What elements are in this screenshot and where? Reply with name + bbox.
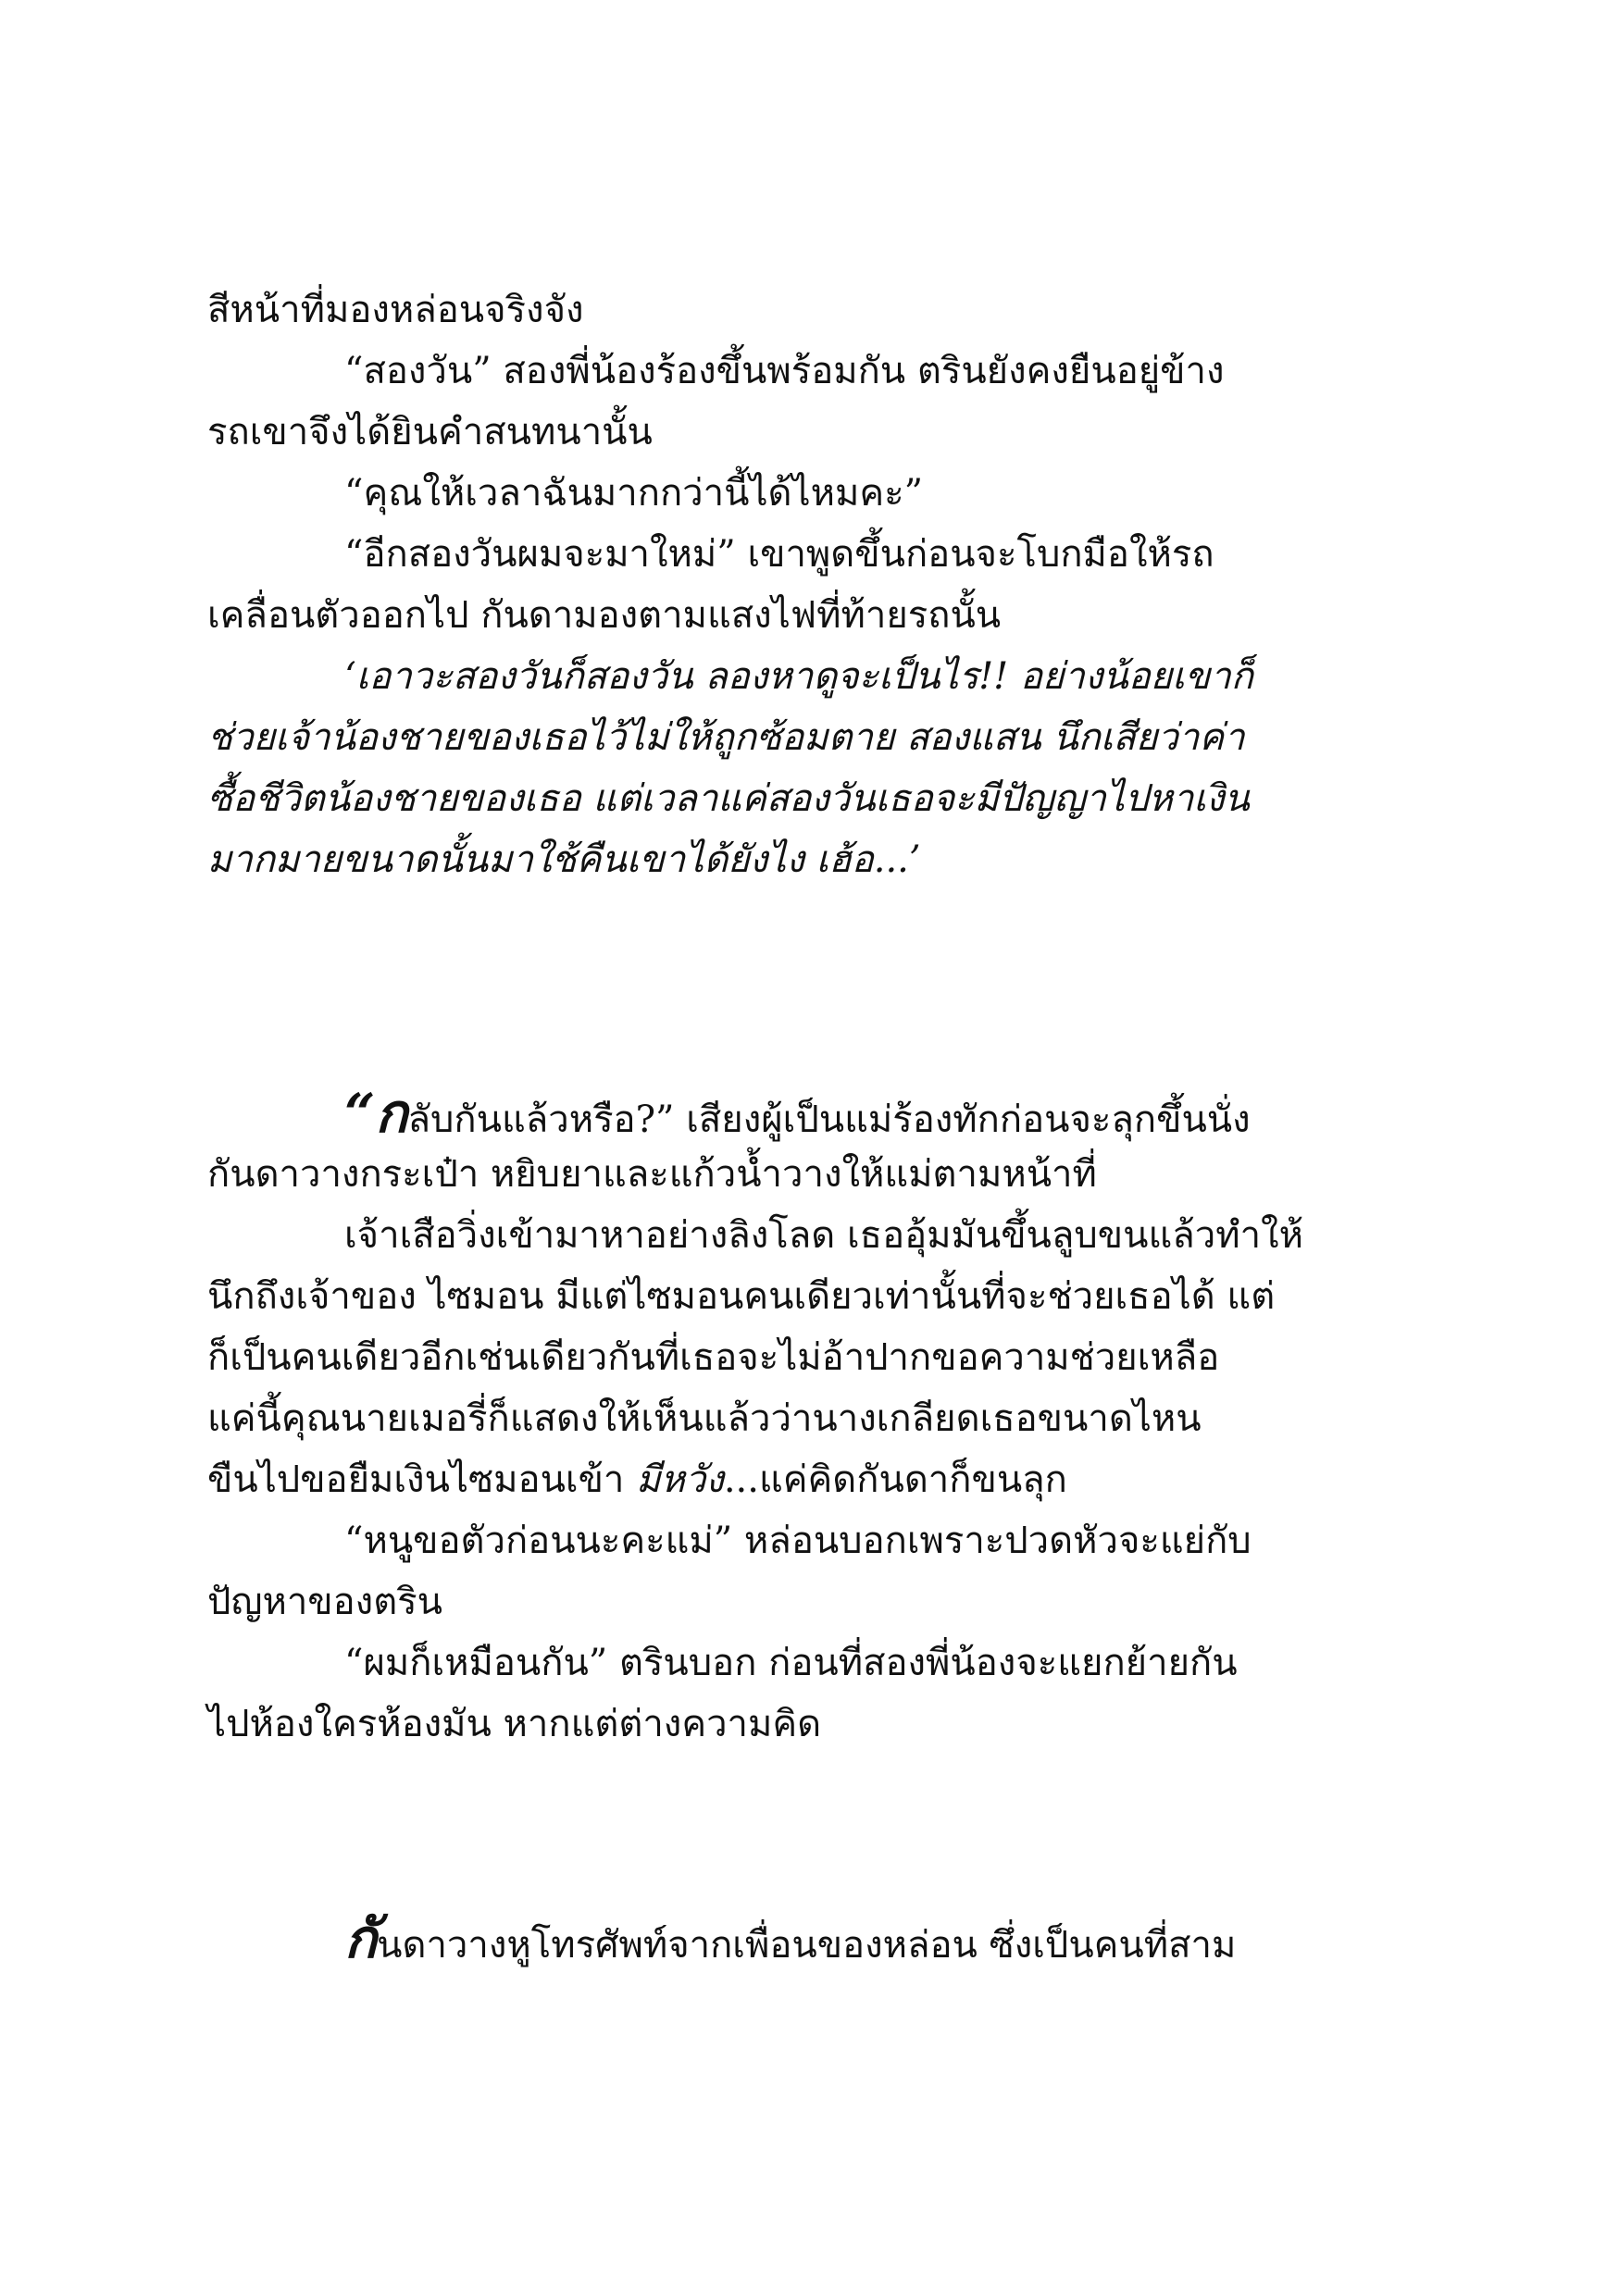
paragraph-first-line bbox=[207, 1083, 1337, 1144]
first-line-text: นดาวางหูโทรศัพท์จากเพื่อนของหล่อน ซึ่งเป็นคนที่สาม bbox=[377, 1924, 1237, 1967]
italic-phrase: มีหวัง bbox=[636, 1458, 724, 1501]
paragraph-line: แค่นี้คุณนายเมอรี่ก็แสดงให้เห็นแล้วว่านางเกลียดเธอขนาดไหน bbox=[207, 1397, 1202, 1440]
paragraph-first-line bbox=[207, 1908, 1337, 1969]
paragraph-line: “หนูขอตัวก่อนนะคะแม่” หล่อนบอกเพราะปวดหัวจะแย่กับ bbox=[344, 1520, 1252, 1562]
section-1-text bbox=[207, 279, 1337, 890]
thought-line: มากมายขนาดนั้นมาใช้คืนเขาได้ยังไง เฮ้อ...’ bbox=[207, 838, 921, 881]
thought-line: ช่วยเจ้าน้องชายของเธอไว้ไม่ให้ถูกซ้อมตาย สองแสน นึกเสียว่าค่า bbox=[207, 716, 1245, 759]
paragraph-line: เคลื่อนตัวออกไป กันดามองตามแสงไฟที่ท้ายรถนั้น bbox=[207, 594, 1002, 637]
line-text: ขืนไปขอยืมเงินไซมอนเข้า bbox=[207, 1458, 637, 1501]
paragraph-line: “อีกสองวันผมจะมาใหม่” เขาพูดขึ้นก่อนจะโบกมือให้รถ bbox=[344, 533, 1214, 576]
paragraph-line: “ผมก็เหมือนกัน” ตรินบอก ก่อนที่สองพี่น้องจะแยกย้ายกัน bbox=[344, 1642, 1238, 1684]
thought-line: ‘เอาวะสองวันก็สองวัน ลองหาดูจะเป็นไร!! อย่างน้อยเขาก็ bbox=[344, 655, 1253, 698]
paragraph-line: “คุณให้เวลาฉันมากกว่านี้ได้ไหมคะ” bbox=[344, 472, 924, 515]
paragraph-line: รถเขาจึงได้ยินคำสนทนานั้น bbox=[207, 411, 653, 453]
paragraph-line: นึกถึงเจ้าของ ไซมอน มีแต่ไซมอนคนเดียวเท่านั้นที่จะช่วยเธอได้ แต่ bbox=[207, 1275, 1276, 1318]
paragraph-line: ไปห้องใครห้องมัน หากแต่ต่างความคิด bbox=[207, 1703, 822, 1745]
drop-cap: กั bbox=[344, 1907, 378, 1970]
section-2-text bbox=[207, 1083, 1337, 1755]
paragraph-line: ปัญหาของตริน bbox=[207, 1581, 443, 1623]
thought-line: ซื้อชีวิตน้องชายของเธอ แต่เวลาแค่สองวันเธอจะมีปัญญาไปหาเงิน bbox=[207, 777, 1250, 820]
first-line-text: ลับกันแล้วหรือ?” เสียงผู้เป็นแม่ร้องทักก่อนจะลุกขึ้นนั่ง bbox=[407, 1098, 1251, 1141]
paragraph-line: “สองวัน” สองพี่น้องร้องขึ้นพร้อมกัน ตรินยังคงยืนอยู่ข้าง bbox=[344, 350, 1225, 392]
drop-cap: “ก bbox=[344, 1082, 408, 1145]
paragraph-line: กันดาวางกระเป๋า หยิบยาและแก้วน้ำวางให้แม่ตามหน้าที่ bbox=[207, 1153, 1097, 1196]
paragraph-line: ก็เป็นคนเดียวอีกเช่นเดียวกันที่เธอจะไม่อ้าปากขอความช่วยเหลือ bbox=[207, 1336, 1220, 1379]
paragraph-line: เจ้าเสือวิ่งเข้ามาหาอย่างลิงโลด เธออุ้มมันขึ้นลูบขนแล้วทำให้ bbox=[344, 1214, 1303, 1257]
paragraph-line-mixed bbox=[207, 1449, 1337, 1510]
section-3-text bbox=[207, 1908, 1337, 1969]
line-text: ...แค่คิดกันดาก็ขนลุก bbox=[723, 1458, 1067, 1501]
paragraph-line: สีหน้าที่มองหล่อนจริงจัง bbox=[207, 289, 584, 331]
